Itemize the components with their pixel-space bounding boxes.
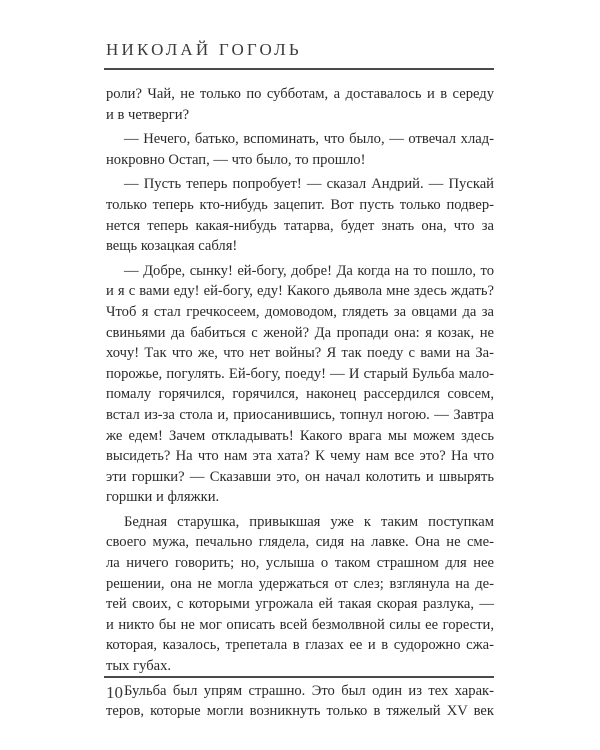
page-number: 10 [106,683,123,702]
text-line: встал из-за стола и, приосанившись, топнул ногою. — Завтра [106,406,494,423]
text-line: Бульба был упрям страшно. Это был один из тех харак- [124,682,494,699]
text-line: хочу! Так что же, что нет войны? Я так поеду с вами на За- [106,345,494,362]
text-line: тей своих, с которыми угрожала ей такая скорая разлука, — [106,596,494,613]
body-text [106,84,494,726]
header-rule [104,68,494,70]
text-line: — Добре, сынку! ей-богу, добре! Да когда на то пошло, то [124,262,494,279]
text-line: и в четверги? [106,106,190,123]
paragraph [106,129,494,170]
text-line: только теперь кто-нибудь зацепит. Вот пусть только подвер- [106,196,494,213]
text-line: высидеть? На что нам эта хата? К чему нам все это? На что [106,448,494,465]
text-line: роли? Чай, не только по субботам, а доставалось и в середу [106,86,494,102]
paragraph [106,84,494,125]
text-line: решении, она не могла удержаться от слез; взглянула на де- [106,575,494,592]
text-line: свиньями да бабиться с женой? Да пропади она: я козак, не [106,324,494,341]
text-line: помалу горячился, горячился, наконец рассердился совсем, [106,386,494,403]
paragraph [106,681,494,722]
text-line: и я с вами еду! ей-богу, еду! Какого дьявола мне здесь ждать? [106,283,494,300]
text-line: и никто бы не мог описать всей безмолвной силы ее горести, [106,616,494,633]
text-line: — Пусть теперь попробует! — сказал Андрий. — Пускай [124,176,494,193]
paragraph [106,174,494,256]
paragraph [106,512,494,677]
text-line: которая, казалось, трепетала в глазах ее и в судорожно сжа- [106,637,494,654]
text-line: тых губах. [106,658,172,675]
text-line: нокровно Остап, — что было, то прошло! [106,151,366,168]
text-line: нется теперь какая-нибудь татарва, будет знать она, что за [106,217,494,234]
text-line: Чтоб я стал гречкосеем, домоводом, глядеть за овцами да за [106,303,494,320]
text-line: ла ничего говорить; но, услыша о таком страшном для нее [106,555,494,572]
text-line: теров, которые могли возникнуть только в тяжелый XV век [106,703,494,720]
text-line: горшки и фляжки. [106,489,220,506]
text-line: порожье, погулять. Ей-богу, поеду! — И старый Бульба мало- [106,365,494,382]
text-line: — Нечего, батько, вспоминать, что было, — отвечал хлад- [124,131,494,148]
text-line: Бедная старушка, привыкшая уже к таким поступкам [124,513,494,530]
footer-rule [104,676,494,678]
text-line: вещь козацкая сабля! [106,238,238,255]
paragraph [106,261,494,508]
text-line: эти горшки? — Сказавши это, он начал колотить и швырять [106,468,494,485]
running-head: НИКОЛАЙ ГОГОЛЬ [106,40,302,59]
text-line: своего мужа, печально глядела, сидя на лавке. Она не сме- [106,534,494,551]
text-line: же едем! Зачем откладывать! Какого врага мы можем здесь [106,427,494,444]
